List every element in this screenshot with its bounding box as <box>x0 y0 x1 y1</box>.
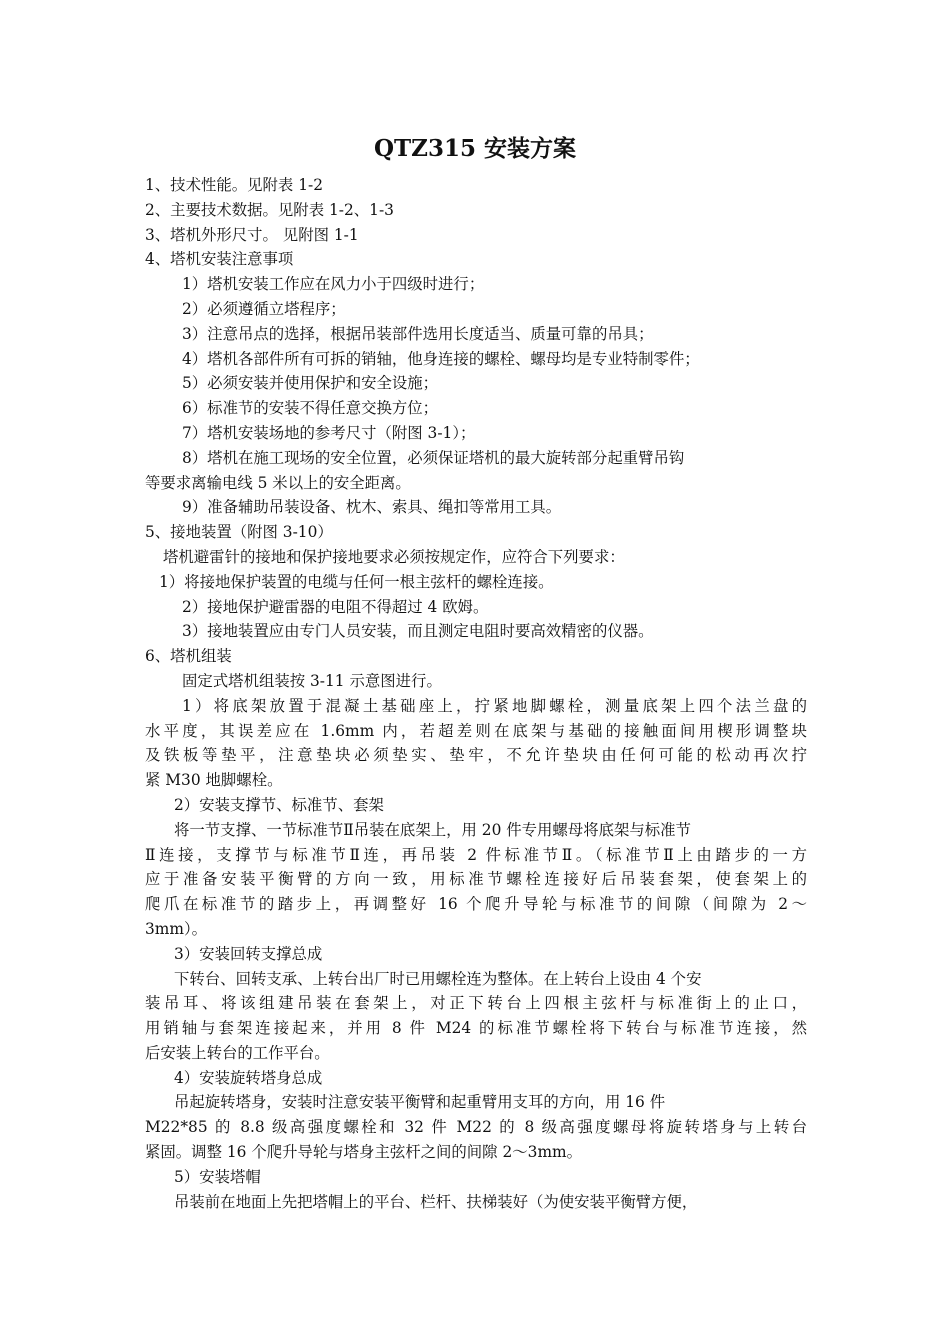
subsection-heading: 3）安装回转支撑总成 <box>174 944 323 963</box>
section-heading-4: 4、塔机安装注意事项 <box>145 250 294 269</box>
paragraph-line: 固定式塔机组装按 3-11 示意图进行。 <box>182 671 442 690</box>
paragraph-line: 用销轴与套架连接起来，并用 8 件 M24 的标准节螺栓将下转台与标准节连接，然 <box>145 1019 807 1038</box>
subsection-heading: 5）安装塔帽 <box>174 1167 261 1186</box>
document-title: QTZ315 安装方案 <box>374 135 576 162</box>
paragraph-line: 应于准备安装平衡臂的方向一致，用标准节螺栓连接好后吊装套架，使套架上的 <box>145 870 807 889</box>
section-heading-3: 3、塔机外形尺寸。 见附图 1-1 <box>145 225 359 244</box>
list-item: 1）将接地保护装置的电缆与任何一根主弦杆的螺栓连接。 <box>159 572 554 591</box>
section-heading-5: 5、接地装置（附图 3-10） <box>145 523 333 542</box>
paragraph-line: 将一节支撑、一节标准节Ⅱ吊装在底架上，用 20 件专用螺母将底架与标准节 <box>174 820 691 839</box>
document-body <box>145 173 807 1214</box>
section-heading-6: 6、塔机组装 <box>145 647 232 666</box>
text-line: 等要求离输电线 5 米以上的安全距离。 <box>145 473 411 492</box>
paragraph-line: 紧固。调整 16 个爬升导轮与塔身主弦杆之间的间隙 2～3mm。 <box>145 1143 583 1162</box>
paragraph-line: 吊起旋转塔身，安装时注意安装平衡臂和起重臂用支耳的方向，用 16 件 <box>174 1093 666 1112</box>
list-item: 8）塔机在施工现场的安全位置，必须保证塔机的最大旋转部分起重臂吊钩 <box>182 448 685 467</box>
subsection-heading: 2）安装支撑节、标准节、套架 <box>174 795 384 814</box>
paragraph-line: Ⅱ连接，支撑节与标准节Ⅱ连，再吊装 2 件标准节Ⅱ。（标准节Ⅱ上由踏步的一方 <box>145 845 807 864</box>
list-item: 3）接地装置应由专门人员安装，而且测定电阻时要高效精密的仪器。 <box>182 622 654 641</box>
paragraph-line: 水平度，其误差应在 1.6mm 内，若超差则在底架与基础的接触面间用楔形调整块 <box>145 721 807 740</box>
subsection-heading: 4）安装旋转塔身总成 <box>174 1068 323 1087</box>
paragraph-line: 下转台、回转支承、上转台出厂时已用螺栓连为整体。在上转台上设由 4 个安 <box>174 969 702 988</box>
list-item: 6）标准节的安装不得任意交换方位； <box>182 399 439 418</box>
paragraph-line: 爬爪在标准节的踏步上，再调整好 16 个爬升导轮与标准节的间隙（间隙为 2～ <box>145 895 807 914</box>
paragraph-line: 及铁板等垫平，注意垫块必须垫实、垫牢，不允许垫块由任何可能的松动再次拧 <box>145 746 807 765</box>
paragraph-line: 后安装上转台的工作平台。 <box>145 1043 330 1062</box>
list-item: 2）必须遵循立塔程序； <box>182 299 346 318</box>
paragraph-line: 紧 M30 地脚螺栓。 <box>145 771 283 790</box>
list-item: 9）准备辅助吊装设备、枕木、索具、绳扣等常用工具。 <box>182 498 562 517</box>
paragraph-line: 3mm）。 <box>145 919 208 938</box>
list-item: 7）塔机安装场地的参考尺寸（附图 3-1）； <box>182 423 476 442</box>
paragraph-line: M22*85 的 8.8 级高强度螺栓和 32 件 M22 的 8 级高强度螺母将旋转塔身与上转台 <box>145 1118 807 1137</box>
paragraph-line: 塔机避雷针的接地和保护接地要求必须按规定作，应符合下列要求： <box>163 547 625 566</box>
list-item: 5）必须安装并使用保护和安全设施； <box>182 374 439 393</box>
paragraph-line: 1）将底架放置于混凝土基础座上，拧紧地脚螺栓，测量底架上四个法兰盘的 <box>182 696 807 715</box>
paragraph-line: 装吊耳、将该组建吊装在套架上，对正下转台上四根主弦杆与标准街上的止口， <box>145 994 807 1013</box>
paragraph-line: 吊装前在地面上先把塔帽上的平台、栏杆、扶梯装好（为使安装平衡臂方便， <box>174 1192 698 1211</box>
list-item: 1）塔机安装工作应在风力小于四级时进行； <box>182 275 485 294</box>
list-item: 2）接地保护避雷器的电阻不得超过 4 欧姆。 <box>182 597 489 616</box>
list-item: 4）塔机各部件所有可拆的销轴，他身连接的螺栓、螺母均是专业特制零件； <box>182 349 700 368</box>
section-heading-2: 2、主要技术数据。见附表 1-2、1-3 <box>145 200 394 219</box>
section-heading-1: 1、技术性能。见附表 1-2 <box>145 176 323 194</box>
list-item: 3）注意吊点的选择，根据吊装部件选用长度适当、质量可靠的吊具； <box>182 324 654 343</box>
